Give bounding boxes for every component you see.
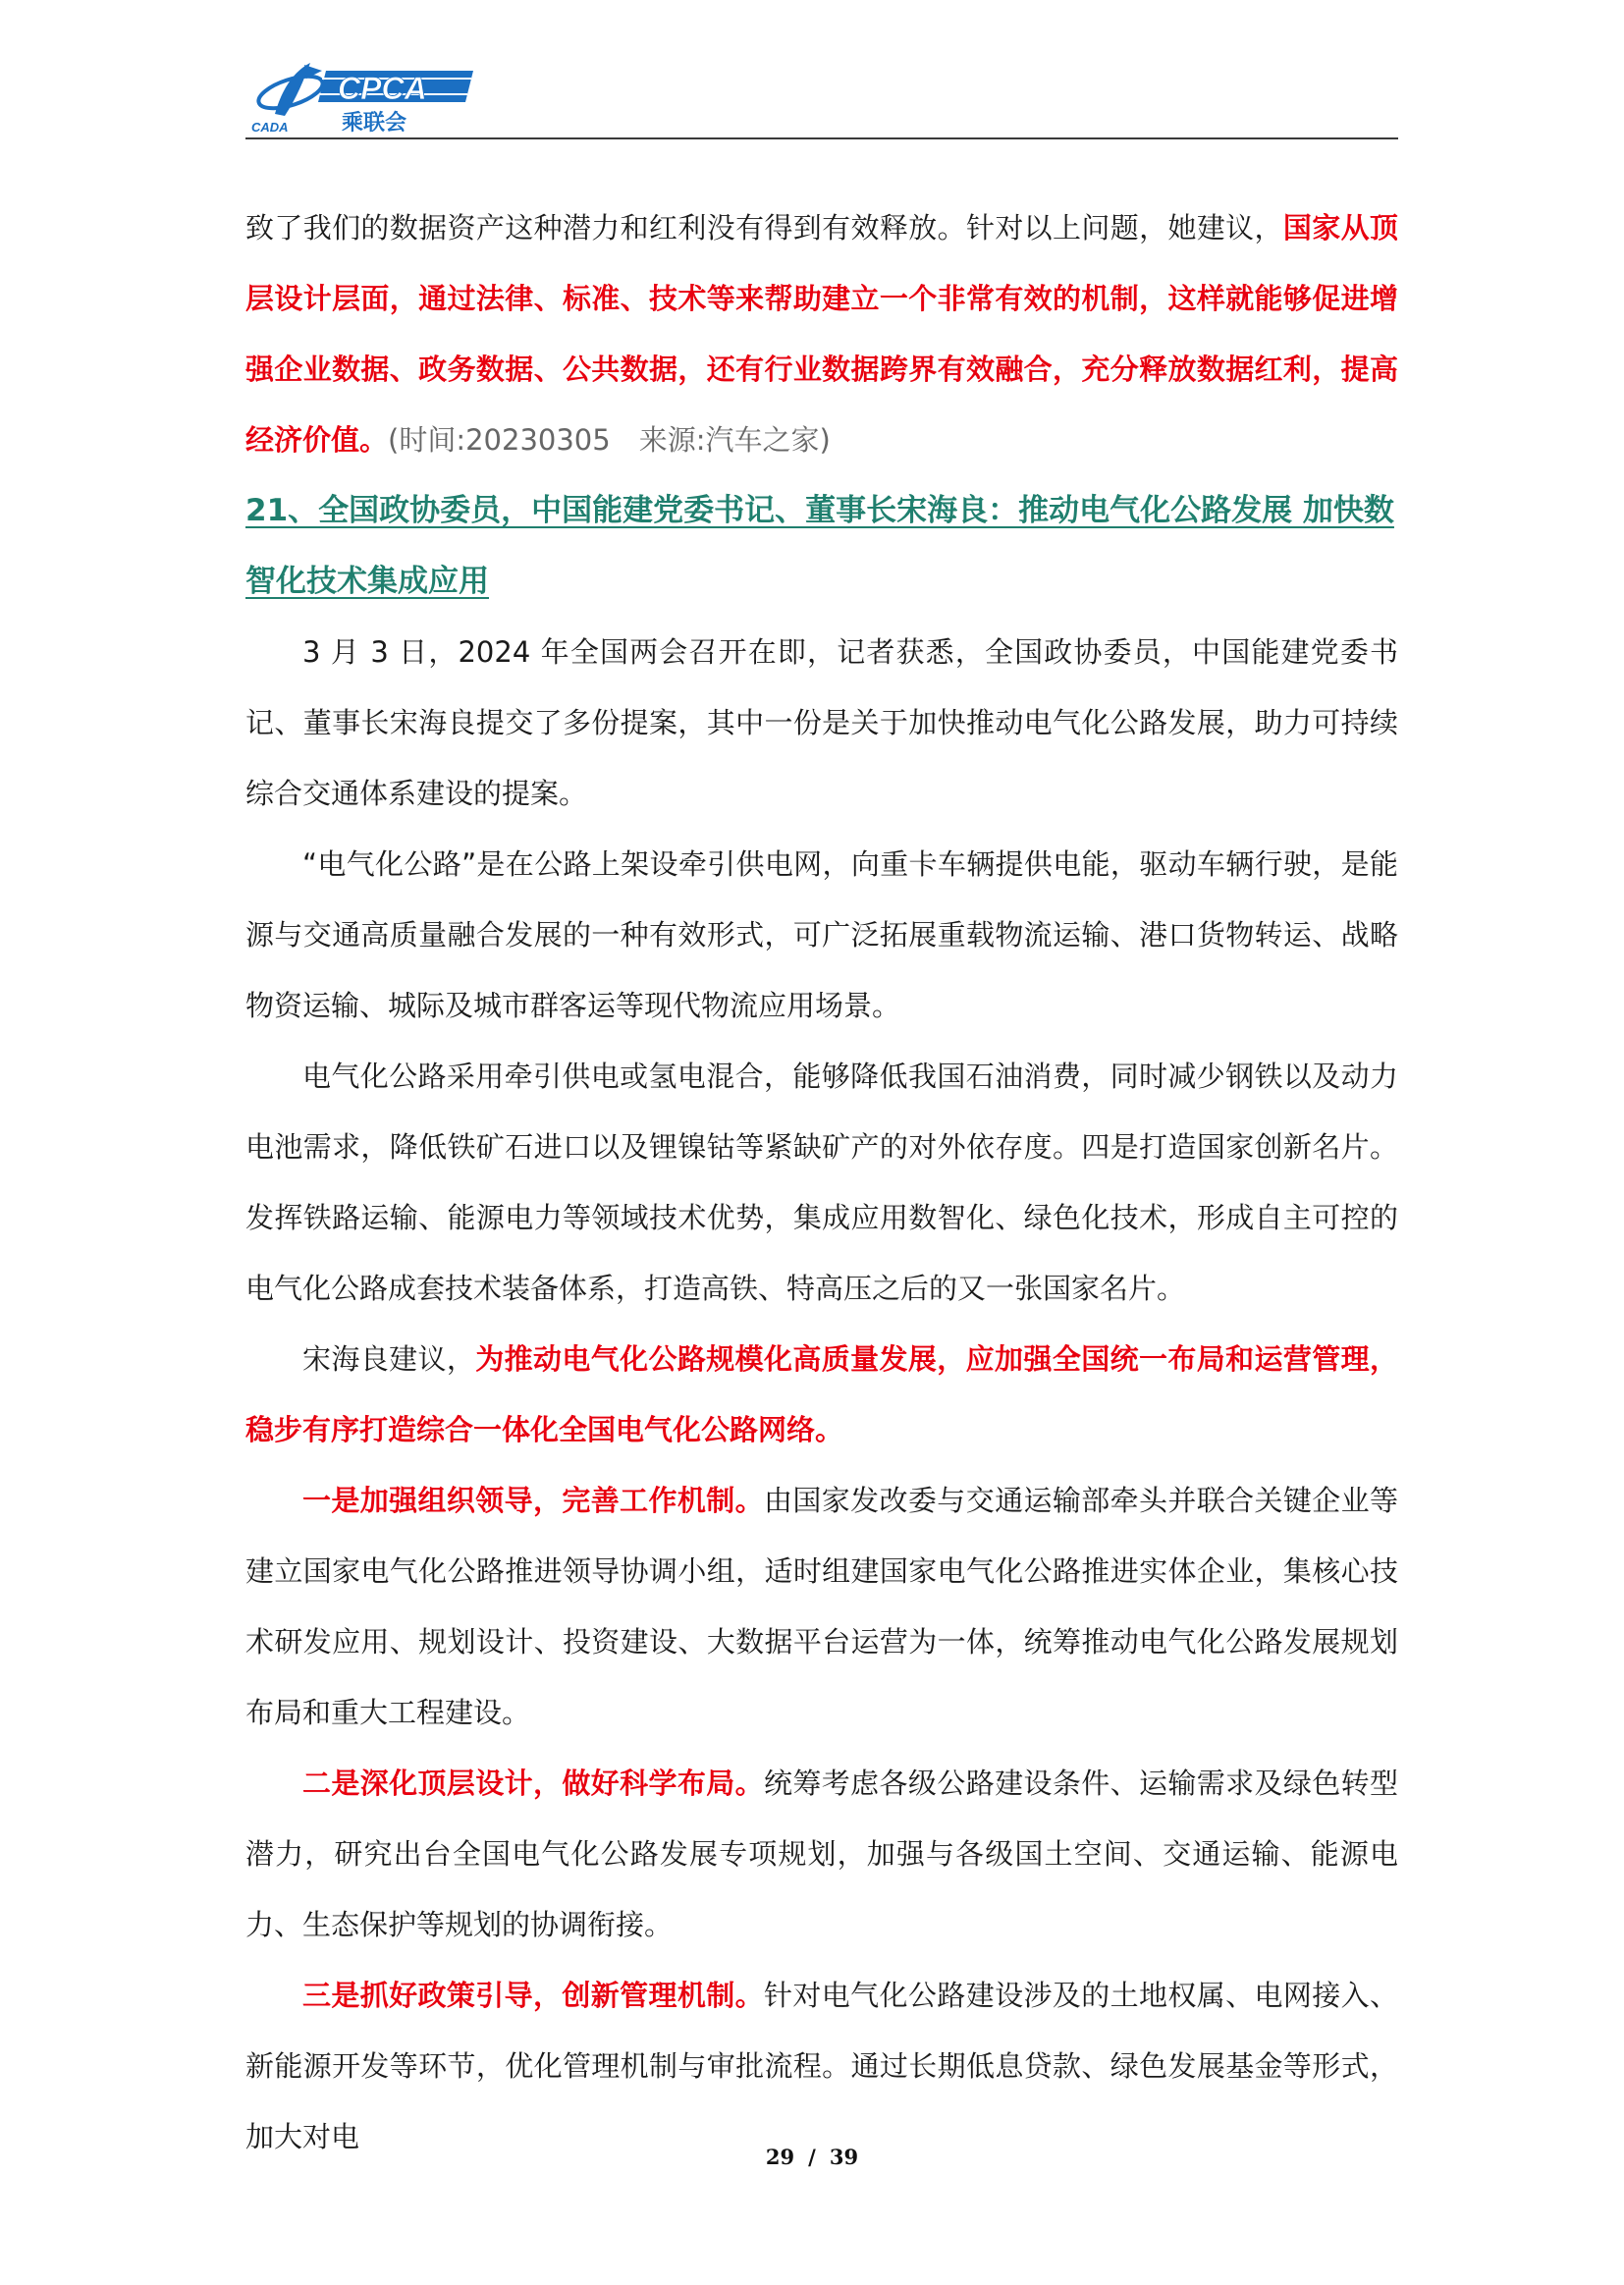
article-body [245,192,1398,2172]
paragraph-intro: 3 月 3 日，2024 年全国两会召开在即，记者获悉，全国政协委员，中国能建党委书记、董事长宋海良提交了多份提案，其中一份是关于加快推动电气化公路发展，助力可持续综合交通体系建设的提案。 [245,635,1398,810]
logo-subtitle: 乘联会 [342,111,407,136]
p7-text: 统筹考虑各级公路建设条件、运输需求及绿色转型潜力，研究出台全国电气化公路发展专项规划，加强与各级国土空间、交通运输、能源电力、生态保护等规划的协调衔接。 [245,1767,1398,1941]
logo-mark-text: CADA [251,120,289,135]
p6-emphasis: 一是加强组织领导，完善工作机制。 [302,1484,765,1517]
cpca-logo [245,59,481,137]
paragraph-recommendation [245,1324,1398,1465]
page-header [245,49,1398,139]
logo-text: CPCA [338,71,427,106]
header-divider [245,137,1398,139]
heading-text: 21、全国政协委员，中国能建党委书记、董事长宋海良：推动电气化公路发展 加快数智化技术集成应用 [245,493,1394,599]
p5-text: 宋海良建议， [302,1342,476,1376]
p1-text: 致了我们的数据资产这种潜力和红利没有得到有效释放。针对以上问题，她建议， [245,211,1283,245]
paragraph-definition: “电气化公路”是在公路上架设牵引供电网，向重卡车辆提供电能，驱动车辆行驶，是能源与交通高质量融合发展的一种有效形式，可广泛拓展重载物流运输、港口货物转运、战略物资运输、城际及城市群客运等现代物流应用场景。 [245,847,1398,1022]
p8-emphasis: 三是抓好政策引导，创新管理机制。 [302,1979,765,2012]
cpca-logo-graphic [245,59,481,137]
p5-emphasis: 为推动电气化公路规模化高质量发展，应加强全国统一布局和运营管理，稳步有序打造综合一体化全国电气化公路网络。 [245,1342,1398,1446]
p6-text: 由国家发改委与交通运输部牵头并联合关键企业等建立国家电气化公路推进领导协调小组，适时组建国家电气化公路推进实体企业，集核心技术研发应用、规划设计、投资建设、大数据平台运营为一体，统筹推动电气化公路发展规划布局和重大工程建设。 [245,1484,1398,1729]
paragraph-point-two [245,1748,1398,1960]
current-page: 29 [765,2145,795,2169]
page-number [0,2145,1624,2169]
paragraph-point-three [245,1960,1398,2172]
p1-emphasis: 国家从顶层设计层面，通过法律、标准、技术等来帮助建立一个非常有效的机制，这样就能够促进增强企业数据、政务数据、公共数据，还有行业数据跨界有效融合，充分释放数据红利，提高经济价值。 [245,211,1398,457]
p1-source: (时间:20230305 来源:汽车之家) [388,423,831,457]
p8-text: 针对电气化公路建设涉及的土地权属、电网接入、新能源开发等环节，优化管理机制与审批流程。通过长期低息贷款、绿色发展基金等形式，加大对电 [245,1979,1398,2153]
total-pages: 39 [829,2145,859,2169]
section-heading-21 [245,475,1398,617]
paragraph-point-one [245,1465,1398,1748]
paragraph-data-proposal [245,192,1398,475]
page-separator: / [808,2145,816,2169]
paragraph-benefits: 电气化公路采用牵引供电或氢电混合，能够降低我国石油消费，同时减少钢铁以及动力电池需求，降低铁矿石进口以及锂镍钴等紧缺矿产的对外依存度。四是打造国家创新名片。发挥铁路运输、能源电力等领域技术优势，集成应用数智化、绿色化技术，形成自主可控的电气化公路成套技术装备体系，打造高铁、特高压之后的又一张国家名片。 [245,1060,1398,1305]
p7-emphasis: 二是深化顶层设计，做好科学布局。 [302,1767,765,1800]
